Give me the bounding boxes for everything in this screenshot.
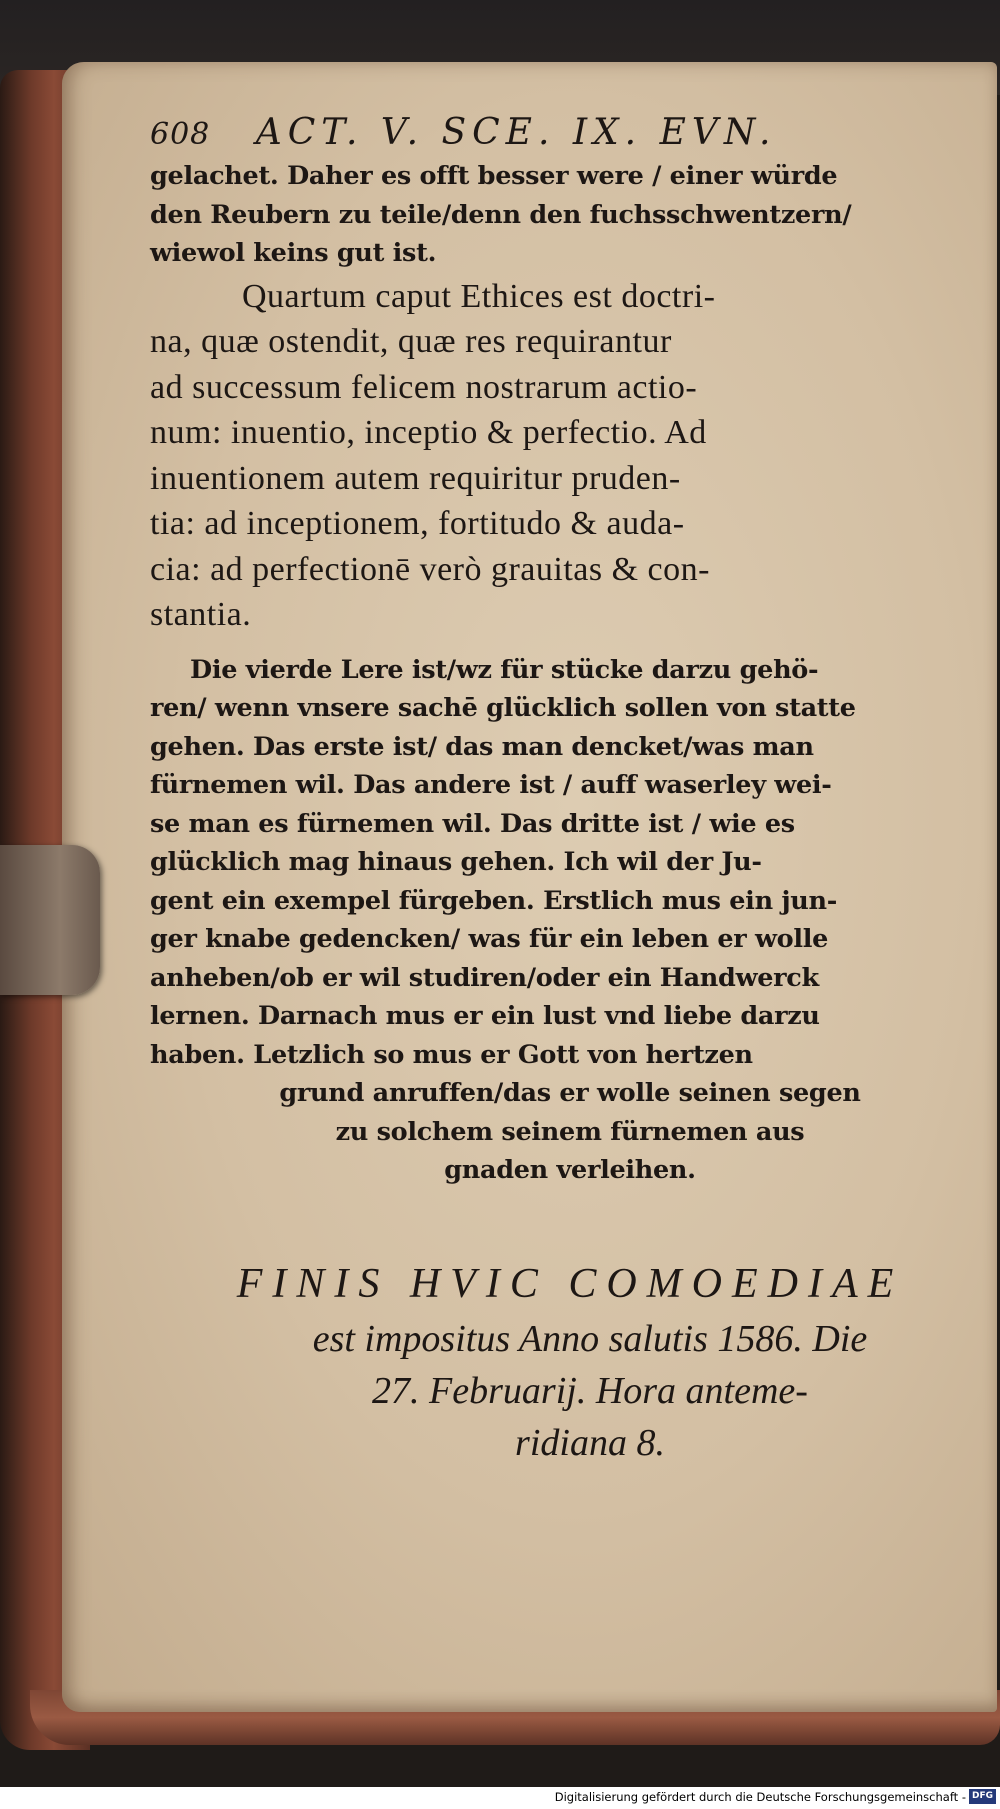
german-paragraph-1 [150, 157, 990, 273]
german-paragraph-2 [150, 651, 990, 1190]
page-text [150, 112, 990, 1190]
text-line: fürnemen wil. Das andere ist / auff waserley wei- [150, 770, 832, 800]
text-line: glücklich mag hinaus gehen. Ich wil der Ju- [150, 847, 762, 877]
colophon-line: 27. Februarij. Hora anteme- [372, 1370, 808, 1412]
colophon-line: ridiana 8. [515, 1422, 665, 1464]
text-line: Die vierde Lere ist/wz für stücke darzu gehö- [190, 654, 819, 685]
text-line: gnaden verleihen. [444, 1155, 696, 1185]
text-line: ren/ wenn vnsere sachē glücklich sollen von statte [150, 693, 856, 723]
text-line: anheben/ob er wil studiren/oder ein Handwerck [150, 962, 819, 993]
running-head [150, 112, 990, 153]
text-line: den Reubern zu teile/denn den fuchsschwentzern/ [150, 199, 852, 230]
page-number: 608 [150, 117, 211, 152]
text-line: haben. Letzlich so mus er Gott von hertzen [150, 1039, 753, 1070]
text-line: inuentionem autem requiritur pruden- [150, 459, 681, 497]
text-line: ad successum felicem nostrarum actio- [150, 368, 698, 406]
text-line: stantia. [150, 596, 252, 633]
text-line: na, quæ ostendit, quæ res requirantur [150, 323, 672, 360]
colophon [210, 1255, 970, 1469]
text-line: ger knabe gedencken/ was für ein leben er wolle [150, 924, 829, 954]
text-line: lernen. Darnach mus er ein lust vnd liebe darzu [150, 1001, 820, 1031]
text-line: se man es fürnemen wil. Das dritte ist / wie es [150, 808, 795, 839]
text-line: num: inuentio, inceptio & perfectio. Ad [150, 414, 707, 451]
running-head-title: ACT. V. SCE. IX. EVN. [255, 112, 777, 153]
text-line: zu solchem seinem fürnemen aus [335, 1116, 805, 1147]
funding-credit: Digitalisierung gefördert durch die Deutsche Forschungsgemeinschaft - [554, 1790, 966, 1804]
text-line: Quartum caput Ethices est doctri- [242, 277, 716, 315]
text-line: gent ein exempel fürgeben. Erstlich mus ein jun- [150, 885, 838, 916]
text-line: tia: ad inceptionem, fortitudo & auda- [150, 505, 685, 542]
colophon-line: est impositus Anno salutis 1586. Die [312, 1318, 868, 1360]
text-line: grund anruffen/das er wolle seinen segen [279, 1078, 861, 1108]
colophon-title: FINIS HVIC COMOEDIAE [236, 1261, 904, 1307]
text-line: wiewol keins gut ist. [150, 238, 437, 268]
book-clasp [0, 845, 100, 995]
dfg-logo: DFG [969, 1789, 996, 1804]
latin-paragraph [150, 275, 990, 637]
text-line: gelachet. Daher es offt besser were / einer würde [150, 161, 838, 191]
text-line: cia: ad perfectionē verò grauitas & con- [150, 550, 710, 588]
text-line: gehen. Das erste ist/ das man dencket/was man [150, 731, 814, 762]
